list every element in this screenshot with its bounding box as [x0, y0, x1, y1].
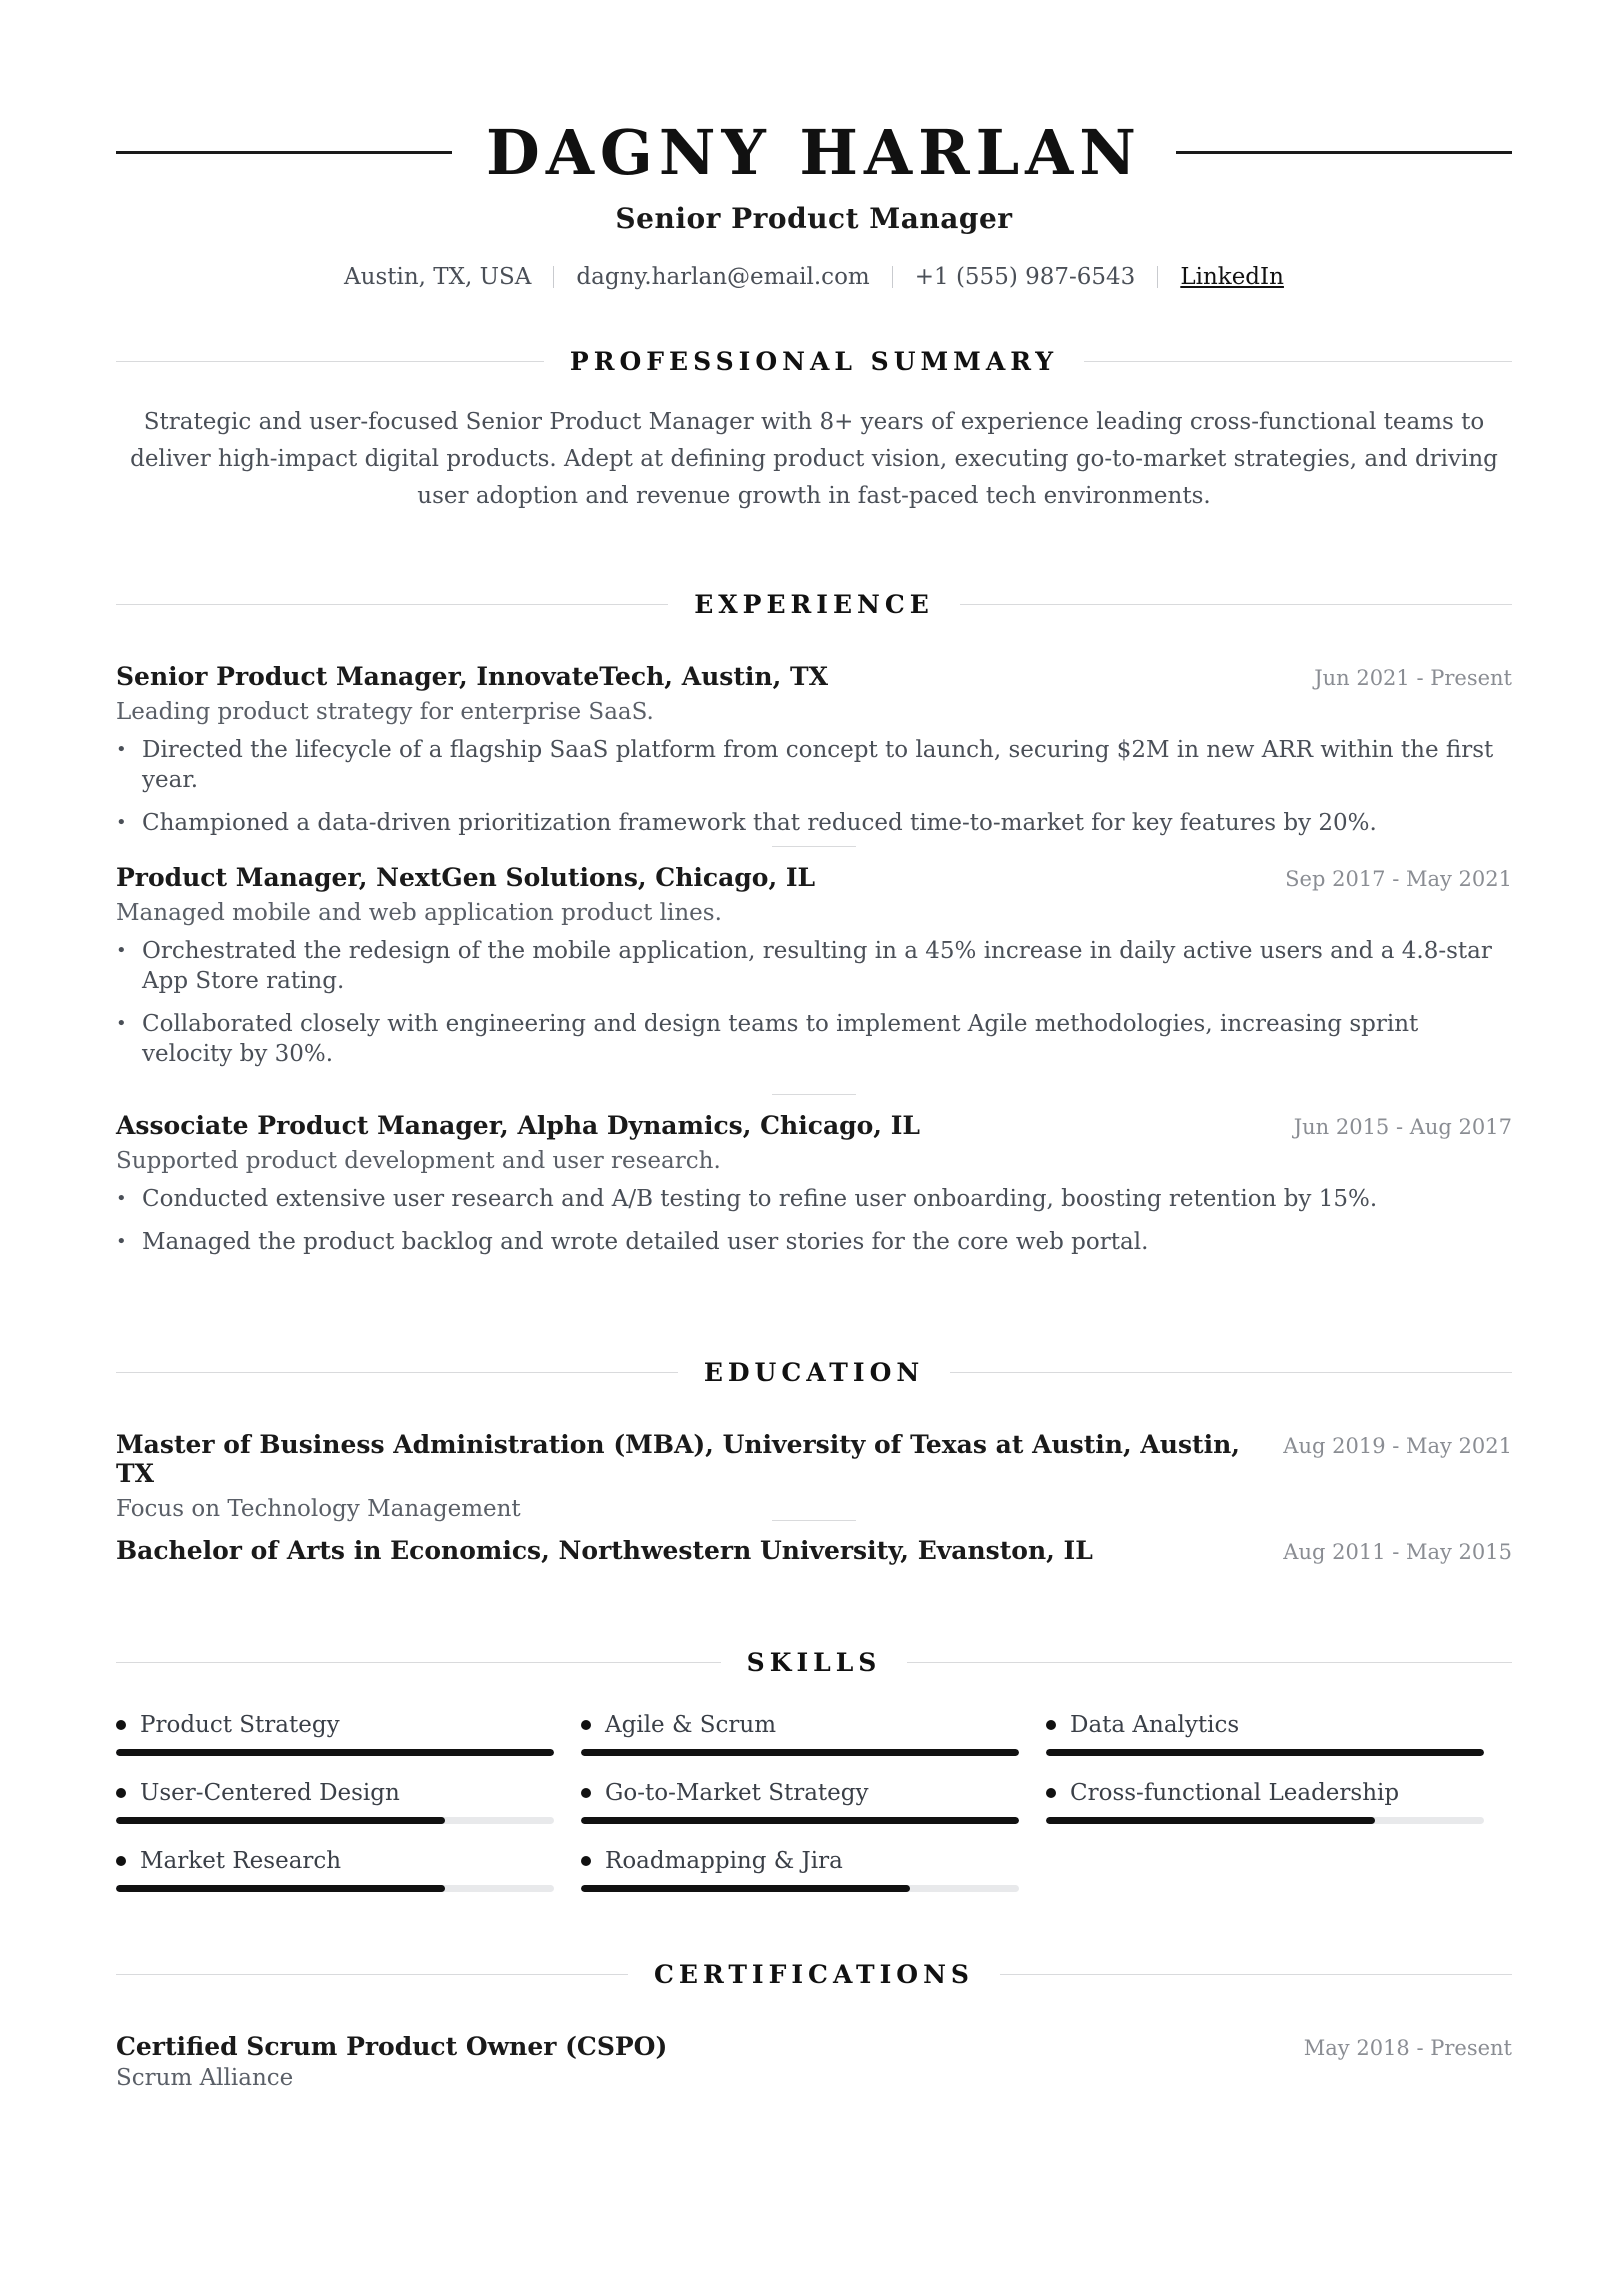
professional-summary: Strategic and user-focused Senior Product Manager with 8+ years of experience leading cross-functional teams to deliver high-impact digital products. Adept at defining product vision, executing go-to-market strategies, and driving user adoption and revenue growth in fast-paced tech environments. [130, 409, 1498, 509]
job-bullet: • Collaborated closely with engineering and design teams to implement Agile methodologies, increasing sprint velocity by 30%. [116, 1009, 1512, 1069]
section-rule [116, 361, 544, 362]
job-bullet: • Directed the lifecycle of a flagship SaaS platform from concept to launch, securing $2M in new ARR within the first year. [116, 735, 1512, 795]
bullet-dot-icon [116, 1856, 126, 1866]
section-rule [116, 604, 668, 605]
section-rule [960, 604, 1512, 605]
bullet-dot-icon [1046, 1788, 1056, 1798]
degree-title: Bachelor of Arts in Economics, Northwestern University, Evanston, IL [116, 1536, 1093, 1565]
skill-bar [116, 1885, 554, 1892]
contact-separator [1157, 266, 1158, 288]
skill-bar [581, 1817, 1019, 1824]
skill-bar-fill [581, 1749, 1019, 1756]
section-rule [1000, 1974, 1512, 1975]
entry-divider [772, 1520, 856, 1521]
job-title: Senior Product Manager [615, 202, 1013, 235]
education-focus: Focus on Technology Management [116, 1496, 521, 1522]
skill-name: Product Strategy [140, 1712, 340, 1738]
job-dates: Jun 2021 - Present [1314, 666, 1512, 690]
bullet-dot-icon [581, 1856, 591, 1866]
section-rule [116, 1974, 628, 1975]
skill-item [1046, 1710, 1484, 1778]
section-title: PROFESSIONAL SUMMARY [569, 346, 1059, 376]
degree-title: Master of Business Administration (MBA), University of Texas at Austin, Austin, TX [116, 1430, 1240, 1488]
name-header [116, 112, 1512, 192]
bullet-dot-icon [116, 1788, 126, 1798]
certification-dates: May 2018 - Present [1303, 2036, 1512, 2060]
section-header-summary [116, 343, 1512, 379]
section-rule [907, 1662, 1512, 1663]
section-title: EDUCATION [703, 1357, 925, 1387]
skill-item [581, 1778, 1019, 1846]
experience-entry [116, 863, 1512, 1082]
skill-bar [1046, 1749, 1484, 1756]
certification-issuer: Scrum Alliance [116, 2065, 294, 2091]
job-dates: Sep 2017 - May 2021 [1285, 867, 1512, 891]
skill-name: Data Analytics [1070, 1712, 1240, 1738]
skill-name: Go-to-Market Strategy [605, 1780, 869, 1806]
candidate-name: DAGNY HARLAN [486, 115, 1142, 189]
linkedin-link[interactable]: LinkedIn [1180, 264, 1284, 290]
skill-bar [1046, 1817, 1484, 1824]
skill-item [1046, 1778, 1484, 1846]
bullet-dot-icon [581, 1788, 591, 1798]
section-rule [116, 1662, 721, 1663]
skill-name: User-Centered Design [140, 1780, 400, 1806]
experience-entry [116, 1111, 1512, 1270]
entry-divider [772, 1094, 856, 1095]
section-rule [116, 1372, 678, 1373]
section-title: CERTIFICATIONS [654, 1959, 974, 1989]
skill-bar-fill [1046, 1749, 1484, 1756]
skill-name: Roadmapping & Jira [605, 1848, 843, 1874]
resume-page [116, 0, 1512, 2288]
skill-item [116, 1846, 554, 1914]
job-position: Associate Product Manager, Alpha Dynamics, Chicago, IL [116, 1111, 920, 1140]
skill-name: Cross-functional Leadership [1070, 1780, 1400, 1806]
certification-entry [116, 2032, 1512, 2091]
section-rule [1084, 361, 1512, 362]
job-bullets [116, 735, 1512, 838]
skill-name: Agile & Scrum [605, 1712, 777, 1738]
name-rule-right [1176, 151, 1512, 154]
section-rule [950, 1372, 1512, 1373]
education-entry [116, 1430, 1512, 1522]
job-bullets [116, 936, 1512, 1069]
entry-divider [772, 846, 856, 847]
skill-bar [581, 1885, 1019, 1892]
skill-name: Market Research [140, 1848, 342, 1874]
skill-bar [116, 1817, 554, 1824]
section-header-certifications [116, 1956, 1512, 1992]
skill-bar [116, 1749, 554, 1756]
job-bullet: • Orchestrated the redesign of the mobile application, resulting in a 45% increase in daily active users and a 4.8-star App Store rating. [116, 936, 1512, 996]
education-dates: Aug 2011 - May 2015 [1283, 1540, 1512, 1564]
section-header-skills [116, 1644, 1512, 1680]
bullet-dot-icon [1046, 1720, 1056, 1730]
section-title: EXPERIENCE [694, 589, 934, 619]
education-dates: Aug 2019 - May 2021 [1283, 1434, 1512, 1458]
contact-location: Austin, TX, USA [344, 264, 532, 290]
contact-row [116, 264, 1512, 290]
skill-bar-fill [1046, 1817, 1375, 1824]
contact-separator [892, 266, 893, 288]
contact-separator [553, 266, 554, 288]
skill-bar-fill [116, 1817, 445, 1824]
experience-entry [116, 662, 1512, 851]
job-bullet: • Managed the product backlog and wrote detailed user stories for the core web portal. [116, 1227, 1512, 1257]
section-header-experience [116, 586, 1512, 622]
skills-grid [116, 1710, 1512, 1914]
name-rule-left [116, 151, 452, 154]
skill-bar-fill [581, 1885, 910, 1892]
skill-bar [581, 1749, 1019, 1756]
certification-title: Certified Scrum Product Owner (CSPO) [116, 2032, 668, 2061]
skill-bar-fill [116, 1885, 445, 1892]
job-bullets [116, 1184, 1512, 1257]
job-summary: Leading product strategy for enterprise SaaS. [116, 699, 654, 725]
job-position: Senior Product Manager, InnovateTech, Austin, TX [116, 662, 828, 691]
education-entry [116, 1536, 1512, 1565]
skill-item [581, 1710, 1019, 1778]
job-bullet: • Conducted extensive user research and A/B testing to refine user onboarding, boosting retention by 15%. [116, 1184, 1512, 1214]
skill-item [116, 1778, 554, 1846]
section-header-education [116, 1354, 1512, 1390]
job-dates: Jun 2015 - Aug 2017 [1293, 1115, 1512, 1139]
job-position: Product Manager, NextGen Solutions, Chicago, IL [116, 863, 816, 892]
job-summary: Supported product development and user research. [116, 1148, 721, 1174]
skill-item [581, 1846, 1019, 1914]
contact-phone: +1 (555) 987-6543 [914, 264, 1136, 290]
skill-item [116, 1710, 554, 1778]
job-summary: Managed mobile and web application product lines. [116, 900, 722, 926]
bullet-dot-icon [581, 1720, 591, 1730]
section-title: SKILLS [746, 1647, 882, 1677]
job-bullet: • Championed a data-driven prioritization framework that reduced time-to-market for key features by 20%. [116, 808, 1512, 838]
bullet-dot-icon [116, 1720, 126, 1730]
contact-email[interactable]: dagny.harlan@email.com [576, 264, 870, 290]
skill-bar-fill [581, 1817, 1019, 1824]
skill-bar-fill [116, 1749, 554, 1756]
